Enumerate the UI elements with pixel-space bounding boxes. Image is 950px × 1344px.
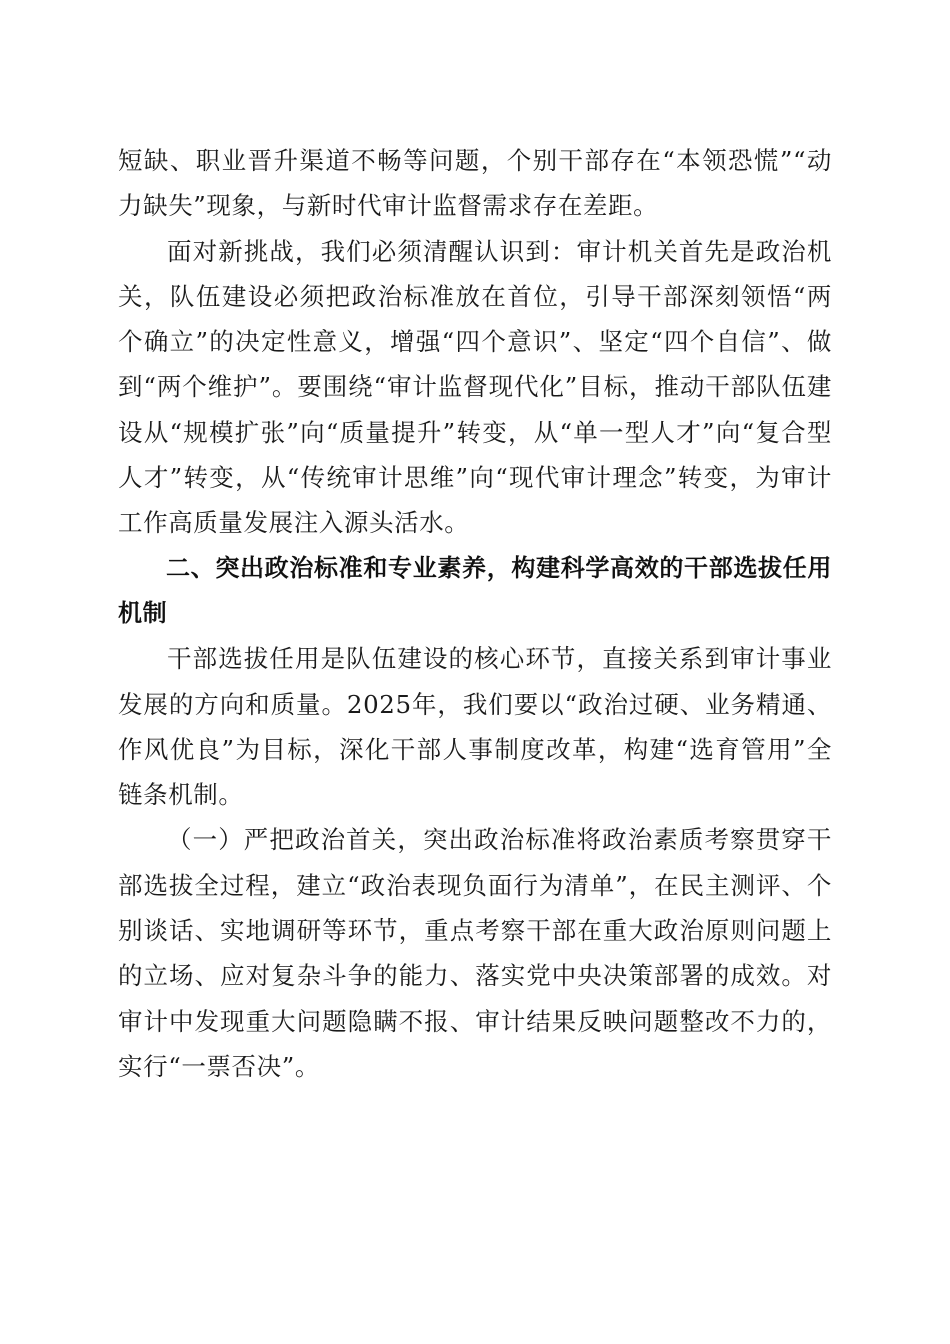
paragraph-selection: 干部选拔任用是队伍建设的核心环节，直接关系到审计事业发展的方向和质量。2025年，我们要以“政治过硬、业务精通、作风优良”为目标，深化干部人事制度改革，构建“选育管用”全链条机制。 <box>118 644 832 810</box>
paragraph-continuation: 短缺、职业晋升渠道不畅等问题，个别干部存在“本领恐慌”“动力缺失”现象，与新时代审计监督需求存在差距。 <box>118 146 832 221</box>
paragraph-challenges: 面对新挑战，我们必须清醒认识到：审计机关首先是政治机关，队伍建设必须把政治标准放在首位，引导干部深刻领悟“两个确立”的决定性意义，增强“四个意识”、坚定“四个自信”、做到“两个维护”。要围绕“审计监督现代化”目标，推动干部队伍建设从“规模扩张”向“质量提升”转变，从“单一型人才”向“复合型人才”转变，从“传统审计思维”向“现代审计理念”转变，为审计工作高质量发展注入源头活水。 <box>118 236 832 538</box>
subsection-1: （一）严把政治首关，突出政治标准将政治素质考察贯穿干部选拔全过程，建立“政治表现负面行为清单”，在民主测评、个别谈话、实地调研等环节，重点考察干部在重大政治原则问题上的立场、应对复杂斗争的能力、落实党中央决策部署的成效。对审计中发现重大问题隐瞒不报、审计结果反映问题整改不力的，实行“一票否决”。 <box>118 825 832 1081</box>
section-heading-2: 二、突出政治标准和专业素养，构建科学高效的干部选拔任用机制 <box>118 553 832 627</box>
document-body <box>118 138 832 1089</box>
